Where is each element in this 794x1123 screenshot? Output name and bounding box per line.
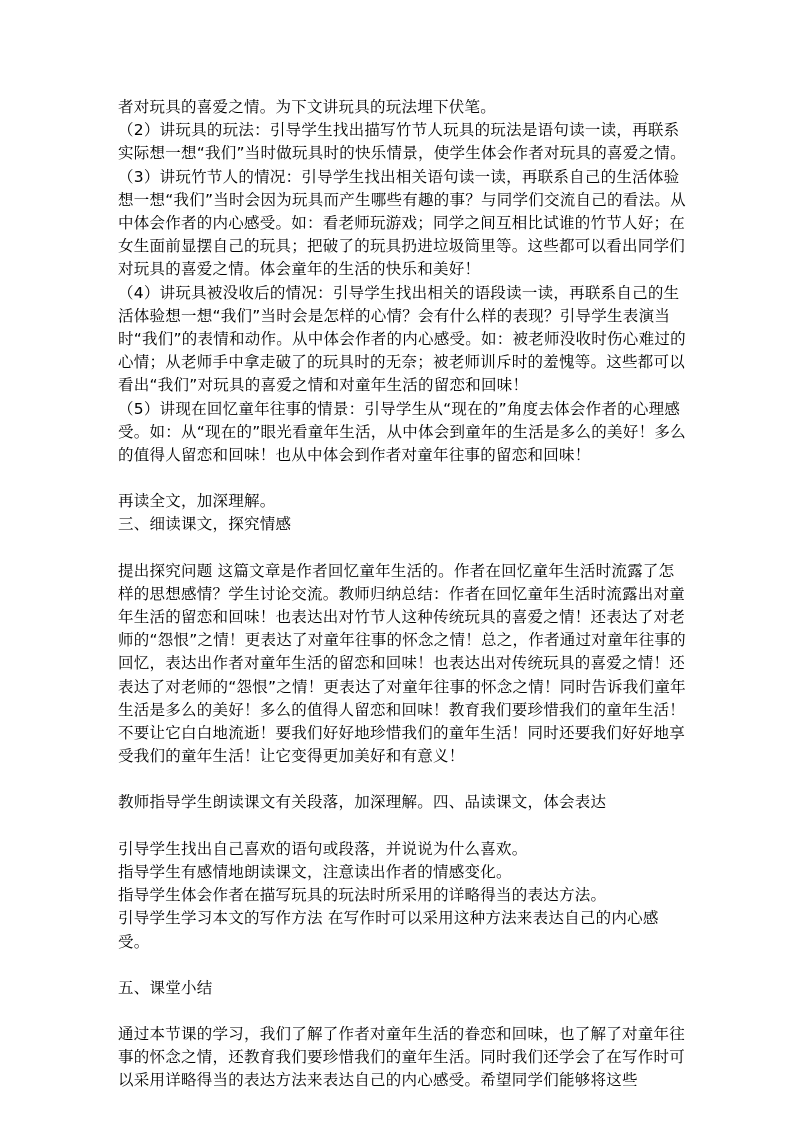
paragraph: 教师指导学生朗读课文有关段落，加深理解。四、品读课文，体会表达 [118,793,607,812]
paragraph: （4）讲玩具被没收后的情况：引导学生找出相关的语段读一读，再联系自己的生活体验想一想“我们”当时会是怎样的心情？会有什么样的表现？引导学生表演当时“我们”的表情和动作。从中体会作者的内心感受。如：被老师没收时伤心难过的心情；从老师手中拿走破了的玩具时的无奈；被老师训斥时的羞愧等。这些都可以看出“我们”对玩具的喜爱之情和对童年生活的留恋和回味！ [118,283,686,395]
paragraph: 再读全文，加深理解。 [118,492,276,511]
paragraph: 者对玩具的喜爱之情。为下文讲玩具的玩法埋下伏笔。 [118,98,497,116]
paragraph: 指导学生体会作者在描写玩具的玩法时所采用的详略得当的表达方法。 [118,886,607,905]
blank-line [118,954,686,977]
paragraph: （5）讲现在回忆童年往事的情景：引导学生从“现在的”角度去体会作者的心理感受。如：从“现在的”眼光看童年生活，从中体会到童年的生活是多么的美好！多么的值得人留恋和回味！也从中体会到作者对童年往事的留恋和回味！ [118,399,686,465]
paragraph: 引导学生学习本文的写作方法 在写作时可以采用这种方法来表达自己的内心感受。 [118,909,659,951]
blank-line [118,537,686,560]
blank-line [118,768,686,791]
section-heading: 三、细读课文，探究情感 [118,515,292,534]
blank-line [118,1000,686,1023]
section-heading: 五、课堂小结 [118,978,213,997]
paragraph: 提出探究问题 这篇文章是作者回忆童年生活的。作者在回忆童年生活时流露了怎样的思想感情？学生讨论交流。教师归纳总结：作者在回忆童年生活时流露出对童年生活的留恋和回味！也表达出对竹节人这种传统玩具的喜爱之情！还表达了对老师的“怨恨”之情！更表达了对童年往事的怀念之情！总之，作者通过对童年往事的回忆，表达出作者对童年生活的留恋和回味！也表达出对传统玩具的喜爱之情！还表达了对老师的“怨恨”之情！更表达了对童年往事的怀念之情！同时告诉我们童年生活是多么的美好！多么的值得人留恋和回味！教育我们要珍惜我们的童年生活！不要让它白白地流逝！要我们好好地珍惜我们的童年生活！同时还要我们好好地享受我们的童年生活！让它变得更加美好和有意义！ [118,561,686,766]
blank-line [118,467,686,490]
paragraph: （3）讲玩竹节人的情况：引导学生找出相关语句读一读，再联系自己的生活体验想一想“我们”当时会因为玩具而产生哪些有趣的事？与同学们交流自己的看法。从中体会作者的内心感受。如：看老师玩游戏；同学之间互相比试谁的竹节人好；在女生面前显摆自己的玩具；把破了的玩具扔进垃圾筒里等。这些都可以看出同学们对玩具的喜爱之情。体会童年的生活的快乐和美好！ [118,167,686,279]
document-body [118,96,686,1093]
paragraph: 通过本节课的学习，我们了解了作者对童年生活的眷恋和回味，也了解了对童年往事的怀念之情，还教育我们要珍惜我们的童年生活。同时我们还学会了在写作时可以采用详略得当的表达方法来表达自己的内心感受。希望同学们能够将这些 [118,1024,686,1090]
paragraph: 引导学生找出自己喜欢的语句或段落，并说说为什么喜欢。 [118,839,528,858]
blank-line [118,815,686,838]
paragraph: （2）讲玩具的玩法：引导学生找出描写竹节人玩具的玩法是语句读一读，再联系实际想一想“我们”当时做玩具时的快乐情景，使学生体会作者对玩具的喜爱之情。 [118,121,686,163]
paragraph: 指导学生有感情地朗读课文，注意读出作者的情感变化。 [118,862,512,881]
